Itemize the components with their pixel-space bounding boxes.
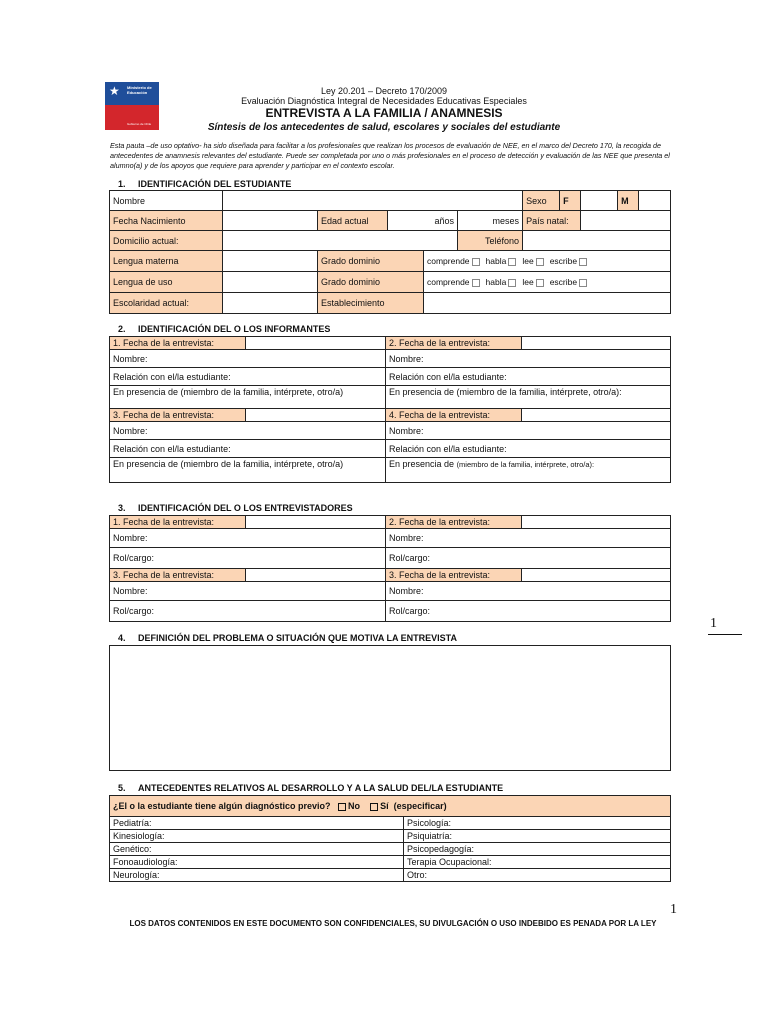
checkbox-comprende[interactable] [472,279,480,287]
problem-definition-textarea[interactable] [109,645,671,771]
checkbox-escribe[interactable] [579,279,587,287]
grado-dominio-options-2: comprende habla lee escribe [424,272,671,293]
label-interviewer-date-2: 2. Fecha de la entrevista: [386,516,522,529]
label-pais: País natal: [523,211,581,231]
label-grado-dominio: Grado dominio [318,251,424,272]
input-establecimiento[interactable] [424,293,671,314]
label-f: F [560,191,581,211]
checkbox-lee[interactable] [536,258,544,266]
informant-1-presencia[interactable]: En presencia de (miembro de la familia, intérprete, otro/a) [110,386,386,409]
input-lengua-materna[interactable] [223,251,318,272]
label-telefono: Teléfono [458,231,523,251]
checkbox-habla[interactable] [508,279,516,287]
input-domicilio[interactable] [223,231,458,251]
bottom-page-number: 1 [670,902,677,917]
label-sexo: Sexo [523,191,560,211]
interviewers-table [109,515,671,622]
input-informant-date-3[interactable] [246,409,386,422]
interviewer-2-nombre[interactable]: Nombre: [386,529,671,548]
star-icon: ★ [109,84,120,98]
informant-3-nombre[interactable]: Nombre: [110,422,386,440]
informant-2-presencia[interactable]: En presencia de (miembro de la familia, intérprete, otro/a): [386,386,671,409]
margin-page-number: 1 [710,616,717,631]
label-informant-date-1: 1. Fecha de la entrevista: [110,337,246,350]
logo-text: Ministerio de Educación [127,85,152,95]
interviewer-3-rol[interactable]: Rol/cargo: [110,601,386,622]
margin-rule [708,634,742,635]
informant-2-nombre[interactable]: Nombre: [386,350,671,368]
confidentiality-footer: LOS DATOS CONTENIDOS EN ESTE DOCUMENTO SON CONFIDENCIALES, SU DIVULGACIÓN O USO INDEBIDO ES PENADA POR LA LEY [129,919,657,928]
input-escolaridad[interactable] [223,293,318,314]
informant-1-relacion[interactable]: Relación con el/la estudiante: [110,368,386,386]
section-5-heading: 5. ANTECEDENTES RELATIVOS AL DESARROLLO Y A LA SALUD DEL/LA ESTUDIANTE [118,783,504,793]
informant-1-nombre[interactable]: Nombre: [110,350,386,368]
page-subtitle: Síntesis de los antecedentes de salud, escolares y sociales del estudiante [207,122,561,133]
label-informant-date-2: 2. Fecha de la entrevista: [386,337,522,350]
interviewer-2-rol[interactable]: Rol/cargo: [386,548,671,569]
checkbox-no[interactable] [338,803,346,811]
field-psiquiatria[interactable]: Psiquiatría: [404,830,671,843]
label-meses: meses [458,211,523,231]
interviewer-4-rol[interactable]: Rol/cargo: [386,601,671,622]
label-domicilio: Domicilio actual: [110,231,223,251]
informant-4-presencia[interactable]: En presencia de (miembro de la familia, intérprete, otro/a): [386,458,671,483]
field-pediatria[interactable]: Pediatría: [110,817,404,830]
law-reference: Ley 20.201 – Decreto 170/2009 [320,86,448,96]
interviewer-1-rol[interactable]: Rol/cargo: [110,548,386,569]
grado-dominio-options-1: comprende habla lee escribe [424,251,671,272]
health-table [109,795,671,882]
input-sexo-m[interactable] [639,191,671,211]
interviewer-3-nombre[interactable]: Nombre: [110,582,386,601]
input-informant-date-4[interactable] [522,409,671,422]
evaluation-title: Evaluación Diagnóstica Integral de Necesidades Educativas Especiales [241,96,527,106]
section-2-heading: 2. IDENTIFICACIÓN DEL O LOS INFORMANTES [118,324,331,334]
field-otro[interactable]: Otro: [404,869,671,882]
section-4-heading: 4. DEFINICIÓN DEL PROBLEMA O SITUACIÓN QUE MOTIVA LA ENTREVISTA [118,633,458,643]
field-psicopedagogia[interactable]: Psicopedagogía: [404,843,671,856]
label-escolaridad: Escolaridad actual: [110,293,223,314]
informant-3-relacion[interactable]: Relación con el/la estudiante: [110,440,386,458]
input-interviewer-date-3[interactable] [246,569,386,582]
label-establecimiento: Establecimiento [318,293,424,314]
input-lengua-uso[interactable] [223,272,318,293]
section-1-heading: 1. IDENTIFICACIÓN DEL ESTUDIANTE [118,179,292,189]
interviewer-4-nombre[interactable]: Nombre: [386,582,671,601]
label-grado-dominio-2: Grado dominio [318,272,424,293]
label-interviewer-date-4: 3. Fecha de la entrevista: [386,569,522,582]
checkbox-habla[interactable] [508,258,516,266]
informant-3-presencia[interactable]: En presencia de (miembro de la familia, intérprete, otro/a) [110,458,386,483]
input-fecha-nacimiento[interactable] [223,211,318,231]
logo-subtext: Gobierno de Chile [127,122,152,126]
label-fecha-nacimiento: Fecha Nacimiento [110,211,223,231]
input-nombre[interactable] [223,191,523,211]
page-title: ENTREVISTA A LA FAMILIA / ANAMNESIS [265,106,503,120]
input-interviewer-date-2[interactable] [522,516,671,529]
label-interviewer-date-1: 1. Fecha de la entrevista: [110,516,246,529]
field-neurologia[interactable]: Neurología: [110,869,404,882]
intro-paragraph: Esta pauta –de uso optativo- ha sido diseñada para facilitar a los profesionales que realizan los procesos de evaluación de NEE, en el marco del Decreto 170, la recogida de antecedentes de anamnesis relevantes del estudiante. Puede ser completada por uno o más profesionales en el proceso de detección y evaluación de las NEE que presenta el alumno(a) y de los apoyos que requiere para aprender y participar en el contexto escolar. [110,141,670,170]
section-3-heading: 3. IDENTIFICACIÓN DEL O LOS ENTREVISTADORES [118,503,353,513]
field-kinesiologia[interactable]: Kinesiología: [110,830,404,843]
input-pais[interactable] [581,211,671,231]
label-informant-date-3: 3. Fecha de la entrevista: [110,409,246,422]
label-anos: años [388,211,458,231]
student-table [109,190,671,314]
label-interviewer-date-3: 3. Fecha de la entrevista: [110,569,246,582]
label-nombre: Nombre [110,191,223,211]
field-terapia-ocupacional[interactable]: Terapia Ocupacional: [404,856,671,869]
label-lengua-uso: Lengua de uso [110,272,223,293]
field-psicologia[interactable]: Psicología: [404,817,671,830]
checkbox-escribe[interactable] [579,258,587,266]
input-telefono[interactable] [523,231,671,251]
label-m: M [618,191,639,211]
diagnosis-question-row: ¿El o la estudiante tiene algún diagnóstico previo? No Sí (especificar) [110,796,671,817]
checkbox-lee[interactable] [536,279,544,287]
field-fonoaudiologia[interactable]: Fonoaudiología: [110,856,404,869]
input-interviewer-date-4[interactable] [522,569,671,582]
input-informant-date-1[interactable] [246,337,386,350]
checkbox-comprende[interactable] [472,258,480,266]
input-informant-date-2[interactable] [522,337,671,350]
informant-4-nombre[interactable]: Nombre: [386,422,671,440]
interviewer-1-nombre[interactable]: Nombre: [110,529,386,548]
label-edad: Edad actual [318,211,388,231]
label-informant-date-4: 4. Fecha de la entrevista: [386,409,522,422]
informant-2-relacion[interactable]: Relación con el/la estudiante: [386,368,671,386]
informants-table [109,336,671,483]
input-sexo-f[interactable] [581,191,618,211]
input-interviewer-date-1[interactable] [246,516,386,529]
informant-4-relacion[interactable]: Relación con el/la estudiante: [386,440,671,458]
checkbox-si[interactable] [370,803,378,811]
label-lengua-materna: Lengua materna [110,251,223,272]
field-genetico[interactable]: Genético: [110,843,404,856]
